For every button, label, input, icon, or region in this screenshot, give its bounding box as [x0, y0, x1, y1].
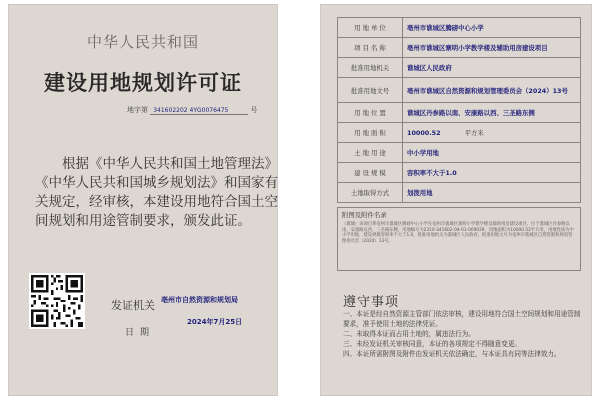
- row-value: 亳州市谯城区腾磅中心小学: [403, 18, 581, 38]
- notice-item: 三、未经发证机关审核同意，本证的各项规定不得随意变更。: [343, 340, 522, 348]
- certificate-detail-page: [320, 4, 592, 396]
- attachment-box: [337, 207, 581, 271]
- row-label: 用 地 位 置: [338, 103, 403, 123]
- row-label: 用 地 面 积: [338, 123, 403, 143]
- attachment-text: （谯城）该项目系亳州市谯城区腾磅中心小学在亳州市谯城区寨明小学教学楼及辅助用房建设项目，位于谯城区丹参路以南、安康路以西、三圣路东侧，用地编号为2310-341602-04-01-009039，用地面积为10000.52平方米，用地性质为中小学用地，建设规模容积率不大于1.0，批准用地机关为谯城区人民政府，批准用地文号为亳州市谯城区自然资源和规划管理委员会（2024）13号。: [342, 222, 574, 244]
- row-value: 亳州市谯城区自然资源和规划管理委员会（2024）13号: [403, 78, 581, 103]
- qr-code[interactable]: [29, 273, 85, 329]
- table-row: [338, 58, 581, 78]
- country-title: 中华人民共和国: [86, 33, 199, 51]
- area-value: 10000.52: [407, 129, 441, 137]
- certificate-front-page: [8, 4, 278, 396]
- area-unit: 平方米: [464, 129, 484, 137]
- row-value: 亳州市谯城区寨明小学教学楼及辅助用房建设项目: [403, 38, 581, 58]
- row-value: 谯城区丹参路以南、安康路以西、三圣路东侧: [403, 103, 581, 123]
- issuer-label: 发证机关: [111, 299, 155, 312]
- row-label: 土地取得方式: [338, 183, 403, 203]
- issuer-value: 亳州市自然资源和规划局: [161, 296, 238, 304]
- row-label: 批准用地机关: [338, 58, 403, 78]
- date-label: 日期: [125, 328, 156, 338]
- notice-item: 二、未取得本证而占用土地的，属违法行为。: [343, 330, 475, 338]
- row-label: 建 设 规 模: [338, 163, 403, 183]
- land-info-table: [337, 17, 581, 203]
- attachment-title: 附图及附件名录: [342, 211, 387, 219]
- table-row: [338, 103, 581, 123]
- table-row: [338, 163, 581, 183]
- notice-item: 四、本证所需附图及附件由发证机关依法确定，与本证具有同等法律效力。: [343, 350, 561, 358]
- table-row: [338, 78, 581, 103]
- qr-code-icon: [31, 275, 83, 327]
- table-row: [338, 123, 581, 143]
- date-value: 2024年7月25日: [187, 318, 243, 326]
- row-label: 项 目 名 称: [338, 38, 403, 58]
- row-value: [403, 123, 581, 143]
- serial-number: 341602202 4YG0076475: [150, 107, 248, 115]
- serial-suffix: 号: [250, 106, 258, 114]
- row-value: 容积率不大于1.0: [403, 163, 581, 183]
- notice-item: 一、本证是经自然资源主管部门依法审核，建设用地符合国土空间规划和用途管制要求，准予使用土地的法律凭证。: [343, 310, 581, 328]
- row-label: 土 地 用 途: [338, 143, 403, 163]
- table-row: [338, 18, 581, 38]
- notice-title: 遵守事项: [343, 295, 400, 310]
- table-row: [338, 183, 581, 203]
- row-value: 中小学用地: [403, 143, 581, 163]
- table-row: [338, 38, 581, 58]
- serial-number-line: [127, 105, 257, 115]
- row-value: 划拨用地: [403, 183, 581, 203]
- row-label: 批准用地文号: [338, 78, 403, 103]
- row-label: 用 地 单 位: [338, 18, 403, 38]
- table-row: [338, 143, 581, 163]
- serial-label: 地字第: [127, 106, 148, 114]
- notice-list: [343, 309, 583, 359]
- row-value: 谯城区人民政府: [403, 58, 581, 78]
- certificate-title: 建设用地规划许可证: [44, 71, 242, 95]
- certificate-body-text: 根据《中华人民共和国土地管理法》《中华人民共和国城乡规划法》和国家有关规定，经审核，本建设用地符合国土空间规划和用途管制要求，颁发此证。: [35, 156, 278, 229]
